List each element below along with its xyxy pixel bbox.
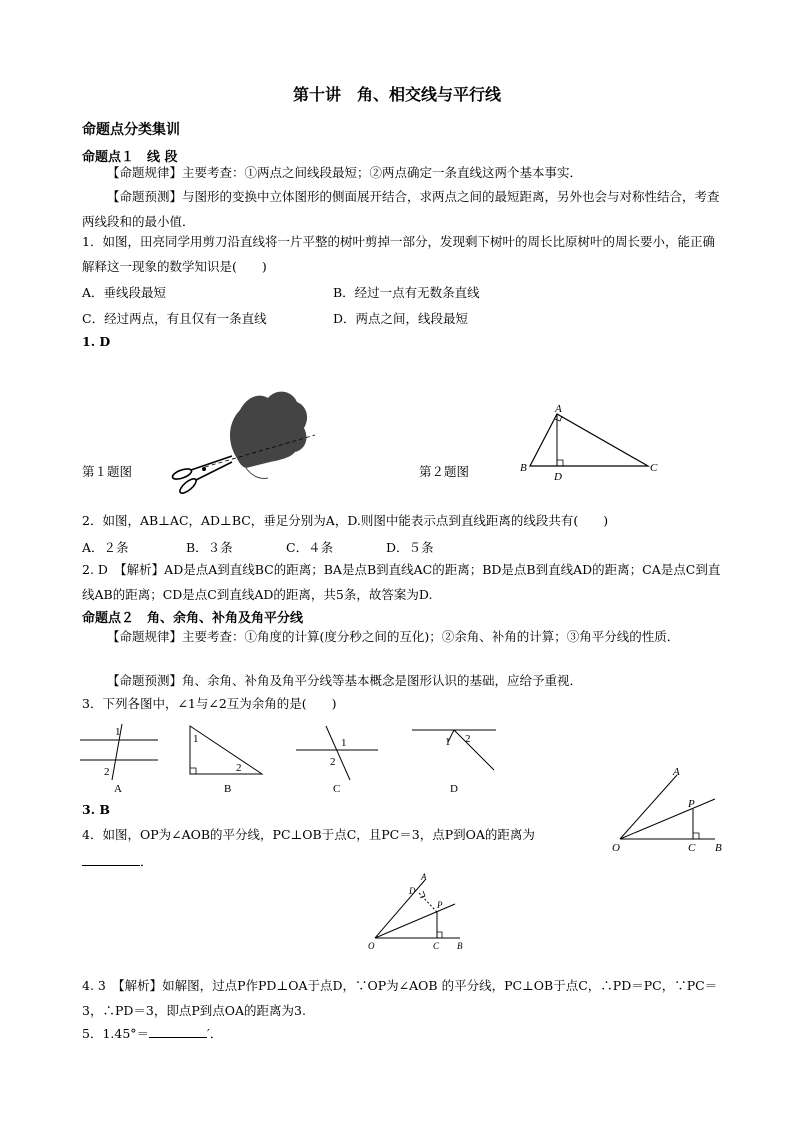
q2-option-a: A．２条 <box>82 540 129 555</box>
sol-label-a: A <box>421 872 427 882</box>
question-3: 3．下列各图中，∠1与∠2互为余角的是( ) <box>82 696 337 711</box>
q3-label-d: D <box>450 783 458 795</box>
q3a-angle-1: 1 <box>115 726 121 738</box>
q3-label-a: A <box>114 783 122 795</box>
q1-answer: 1. D <box>82 334 111 349</box>
topic2-rule: 【命题规律】主要考查：①角度的计算(度分秒之间的互化)；②余角、补角的计算；③角平分线的性质． <box>107 629 680 644</box>
right-angle-mark-d <box>557 460 563 466</box>
sol-right-angle-c <box>437 932 442 938</box>
sol-ray-oa <box>375 880 425 938</box>
q4-label-c: C <box>688 842 696 854</box>
q3d-angle-1: 1 <box>445 736 451 748</box>
q3-label-c: C <box>333 783 341 795</box>
q3d-angle-2: 2 <box>465 733 471 745</box>
sol-label-p: P <box>437 900 443 910</box>
q3-answer: 3. B <box>82 802 110 817</box>
q4-label-a: A <box>673 766 680 778</box>
q3a-angle-2: 2 <box>104 766 110 778</box>
q4-solution-figure <box>365 872 475 952</box>
q2-option-d: D．５条 <box>386 540 434 555</box>
fig1-caption: 第１题图 <box>82 464 133 479</box>
q3-label-b: B <box>224 783 232 795</box>
q3-figure-c <box>296 726 378 780</box>
section-heading: 命题点分类集训 <box>82 122 180 138</box>
q5-suffix: ′． <box>207 1026 223 1041</box>
q4-answer: 4. 3 【解析】如解图，过点P作PD⊥OA于点D，∵OP为∠AOB 的平分线，PC⊥OB于点C，∴PD＝PC，∵PC＝3，∴PD＝3，即点P到点OA的距离为3. <box>82 978 718 1018</box>
sol-segment-pd <box>419 893 437 912</box>
label-a: A <box>555 403 562 415</box>
q4-blank: ． <box>82 852 153 872</box>
q4-label-p: P <box>688 798 695 810</box>
q1-option-c: C．经过两点，有且仅有一条直线 <box>82 311 267 326</box>
label-b: B <box>520 462 527 474</box>
q1-option-b: B．经过一点有无数条直线 <box>333 285 480 300</box>
question-2: 2．如图，AB⊥AC，AD⊥BC，垂足分别为A，D.则图中能表示点到直线距离的线段共有( ) <box>82 513 609 528</box>
leaf-scissors-figure <box>160 380 330 500</box>
q4-angle-figure <box>605 765 735 857</box>
ray-oa <box>620 775 677 839</box>
q2-answer: 2. D 【解析】AD是点A到直线BC的距离；BA是点B到直线AC的距离；BD是点B到直线AD的距离；CA是点C到直线AB的距离；CD是点C到直线AD的距离，共5条，故答案为D. <box>82 562 721 602</box>
sol-ray-op <box>375 904 455 938</box>
q3-figure-a <box>80 724 158 780</box>
q3-figure-b <box>190 726 262 774</box>
triangle-abc <box>530 414 648 466</box>
ray-op <box>620 799 715 839</box>
q4-label-b: B <box>715 842 722 854</box>
q5-prefix: 5．1.45°＝ <box>82 1026 150 1041</box>
q2-option-b: B．３条 <box>186 540 233 555</box>
topic1-heading: 命题点１ 线 段 <box>82 150 178 165</box>
q3c-angle-1: 1 <box>341 737 347 749</box>
q3-figure-d <box>412 730 496 770</box>
label-c: C <box>650 462 658 474</box>
q4-label-o: O <box>612 842 620 854</box>
right-angle-mark-c <box>693 833 699 839</box>
topic1-predict: 【命题预测】与图形的变换中立体图形的侧面展开结合，求两点之间的最短距离，另外也会与对称性结合，考查两线段和的最小值． <box>82 189 720 229</box>
label-d: D <box>554 471 562 480</box>
q2-option-c: C．４条 <box>286 540 334 555</box>
question-4: 4．如图，OP为∠AOB的平分线，PC⊥OB于点C，且PC＝3，点P到OA的距离为 <box>82 827 535 842</box>
leaf-stem <box>246 468 268 479</box>
q3c-angle-2: 2 <box>330 756 336 768</box>
sol-label-c: C <box>433 941 440 951</box>
triangle-abc-figure <box>505 400 675 480</box>
topic1-rule: 【命题规律】主要考查：①两点之间线段最短；②两点确定一条直线这两个基本事实． <box>107 165 583 180</box>
sol-right-angle-d <box>420 891 425 898</box>
q1-option-a: A．垂线段最短 <box>82 285 167 300</box>
question-1: 1．如图，田亮同学用剪刀沿直线将一片平整的树叶剪掉一部分，发现剩下树叶的周长比原树叶的周长要小，能正确解释这一现象的数学知识是( ) <box>82 234 715 274</box>
q3-figures <box>78 720 508 798</box>
sol-label-o: O <box>368 941 375 951</box>
sol-label-b: B <box>457 941 463 951</box>
q1-option-d: D．两点之间，线段最短 <box>333 311 469 326</box>
topic2-heading: 命题点２ 角、余角、补角及角平分线 <box>82 611 304 626</box>
question-5 <box>82 1024 222 1044</box>
q3b-angle-2: 2 <box>236 762 242 774</box>
topic2-predict: 【命题预测】角、余角、补角及角平分线等基本概念是图形认识的基础，应给予重视． <box>107 673 583 688</box>
scissors-icon <box>171 456 232 495</box>
sol-label-d: D <box>409 886 416 896</box>
page-title: 第十讲 角、相交线与平行线 <box>292 85 501 104</box>
q5-blank[interactable] <box>149 1025 207 1038</box>
q3b-angle-1: 1 <box>193 733 199 745</box>
fig2-caption: 第２题图 <box>419 464 470 479</box>
